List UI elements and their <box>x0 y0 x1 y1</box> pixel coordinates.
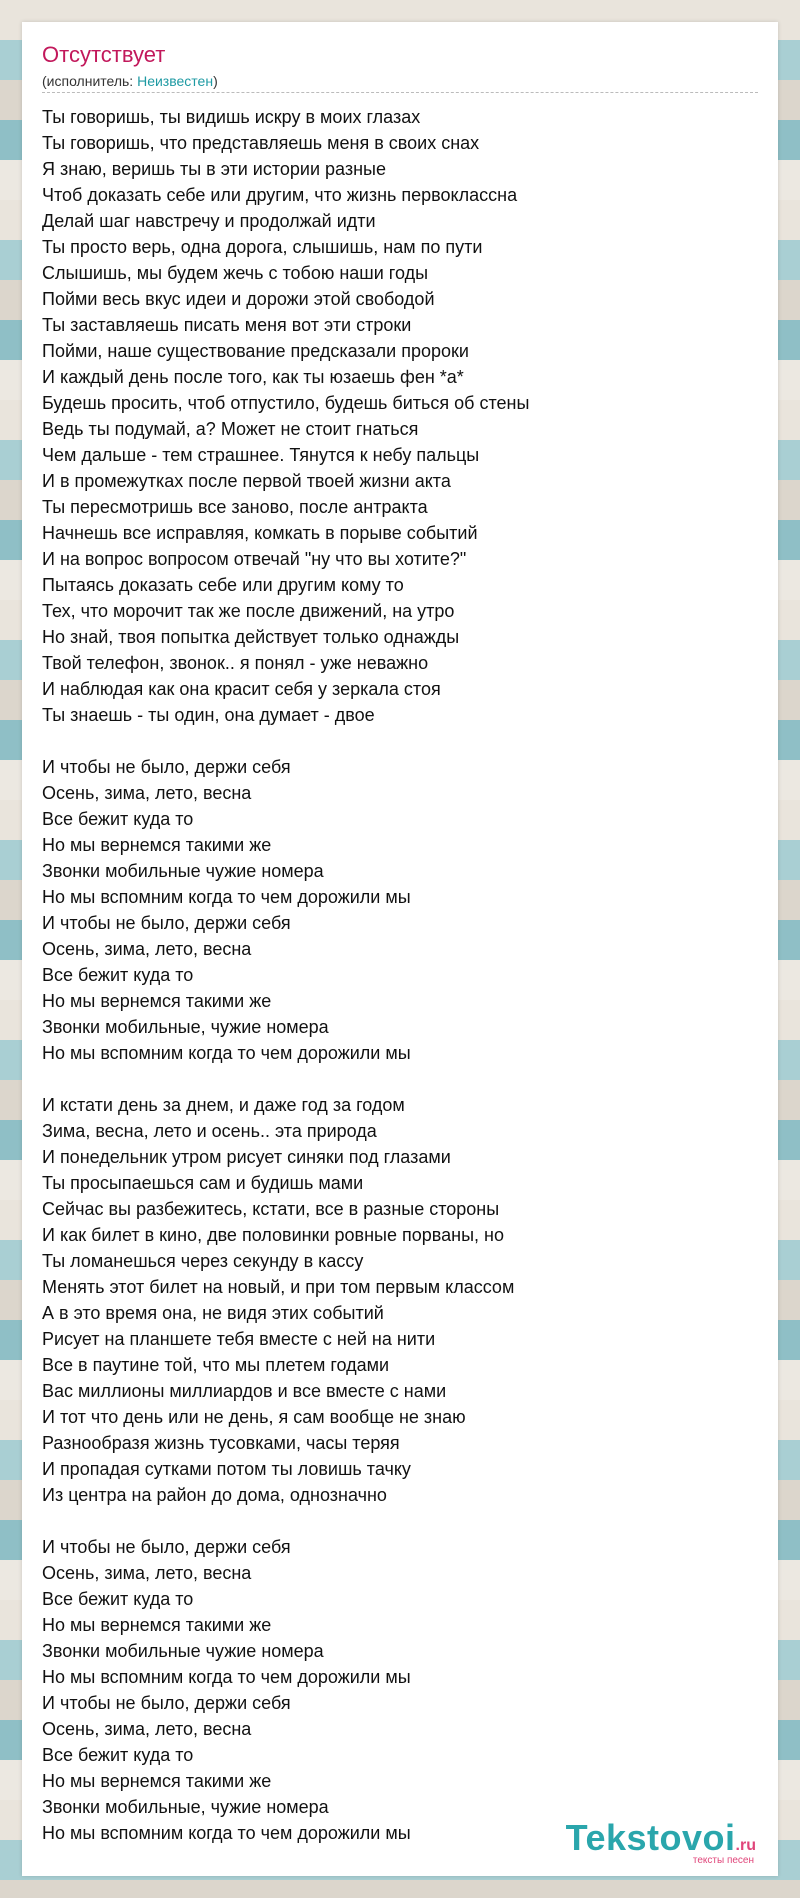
lyric-line: И понедельник утром рисует синяки под глазами <box>42 1147 451 1167</box>
lyric-line: Но мы вспомним когда то чем дорожили мы <box>42 1823 411 1843</box>
lyrics-card <box>22 22 778 1876</box>
lyric-line: И на вопрос вопросом отвечай "ну что вы хотите?" <box>42 549 467 569</box>
lyric-line: Все бежит куда то <box>42 1745 194 1765</box>
lyric-line: И тот что день или не день, я сам вообще не знаю <box>42 1407 466 1427</box>
lyric-line: Вас миллионы миллиардов и все вместе с нами <box>42 1381 447 1401</box>
lyric-line: Но мы вспомним когда то чем дорожили мы <box>42 1667 411 1687</box>
lyric-line: Я знаю, веришь ты в эти истории разные <box>42 159 386 179</box>
lyric-line: И пропадая сутками потом ты ловишь тачку <box>42 1459 411 1479</box>
lyric-line: И чтобы не было, держи себя <box>42 757 291 777</box>
lyric-line: Начнешь все исправляя, комкать в порыве событий <box>42 523 478 543</box>
lyric-line: Разнообразя жизнь тусовками, часы теряя <box>42 1433 400 1453</box>
lyric-line: Осень, зима, лето, весна <box>42 783 252 803</box>
lyric-line: Звонки мобильные, чужие номера <box>42 1797 329 1817</box>
lyric-line: Звонки мобильные чужие номера <box>42 1641 324 1661</box>
lyric-line: Пойми, наше существование предсказали пророки <box>42 341 469 361</box>
lyric-line: Ты знаешь - ты один, она думает - двое <box>42 705 375 725</box>
lyric-line: Но знай, твоя попытка действует только однажды <box>42 627 460 647</box>
stanza-break <box>42 1066 758 1092</box>
lyric-line: Рисует на планшете тебя вместе с ней на нити <box>42 1329 436 1349</box>
lyric-line: И в промежутках после первой твоей жизни акта <box>42 471 451 491</box>
lyric-line: Пытаясь доказать себе или другим кому то <box>42 575 404 595</box>
header-divider <box>42 92 758 93</box>
lyric-line: Все бежит куда то <box>42 965 194 985</box>
stanza-break <box>42 728 758 754</box>
logo-tld: .ru <box>735 1837 756 1854</box>
lyric-line: Твой телефон, звонок.. я понял - уже неважно <box>42 653 429 673</box>
lyric-line: И как билет в кино, две половинки ровные порваны, но <box>42 1225 504 1245</box>
lyric-line: Чем дальше - тем страшнее. Тянутся к небу пальцы <box>42 445 480 465</box>
lyric-line: Но мы вернемся такими же <box>42 1615 272 1635</box>
logo-tagline: тексты песен <box>692 1855 754 1866</box>
artist-prefix: (исполнитель: <box>42 73 138 89</box>
lyric-line: И каждый день после того, как ты юзаешь фен *а* <box>42 367 464 387</box>
lyric-line: Из центра на район до дома, однозначно <box>42 1485 387 1505</box>
lyric-line: Будешь просить, чтоб отпустило, будешь биться об стены <box>42 393 530 413</box>
lyric-line: Делай шаг навстречу и продолжай идти <box>42 211 376 231</box>
lyric-line: А в это время она, не видя этих событий <box>42 1303 384 1323</box>
lyric-line: Звонки мобильные чужие номера <box>42 861 324 881</box>
lyric-line: Осень, зима, лето, весна <box>42 1719 252 1739</box>
lyric-line: Пойми весь вкус идеи и дорожи этой свободой <box>42 289 435 309</box>
logo-wordmark: Tekstovoi <box>565 1817 736 1858</box>
song-title: Отсутствует <box>42 42 166 67</box>
lyric-line: Ты говоришь, что представляешь меня в своих снах <box>42 133 480 153</box>
lyric-line: Все бежит куда то <box>42 1589 194 1609</box>
stanza-break <box>42 1508 758 1534</box>
lyric-line: И чтобы не было, держи себя <box>42 1693 291 1713</box>
lyric-line: Менять этот билет на новый, и при том первым классом <box>42 1277 515 1297</box>
lyric-line: Осень, зима, лето, весна <box>42 939 252 959</box>
lyric-line: Все в паутине той, что мы плетем годами <box>42 1355 390 1375</box>
lyric-line: Чтоб доказать себе или другим, что жизнь первоклассна <box>42 185 518 205</box>
lyric-line: Слышишь, мы будем жечь с тобою наши годы <box>42 263 429 283</box>
lyric-line: Сейчас вы разбежитесь, кстати, все в разные стороны <box>42 1199 500 1219</box>
lyric-line: Но мы вспомним когда то чем дорожили мы <box>42 887 411 907</box>
artist-line <box>42 73 218 89</box>
lyrics-body <box>42 104 758 1846</box>
lyric-line: Тех, что морочит так же после движений, на утро <box>42 601 455 621</box>
lyric-line: Ты просыпаешься сам и будишь мами <box>42 1173 364 1193</box>
lyric-line: Ты ломанешься через секунду в кассу <box>42 1251 364 1271</box>
lyric-line: И чтобы не было, держи себя <box>42 1537 291 1557</box>
lyric-line: Ты говоришь, ты видишь искру в моих глазах <box>42 107 421 127</box>
artist-suffix: ) <box>213 73 218 89</box>
lyric-line: Все бежит куда то <box>42 809 194 829</box>
lyric-line: Но мы вернемся такими же <box>42 1771 272 1791</box>
lyric-line: Ведь ты подумай, а? Может не стоит гнаться <box>42 419 419 439</box>
lyric-line: Но мы вспомним когда то чем дорожили мы <box>42 1043 411 1063</box>
lyric-line: И наблюдая как она красит себя у зеркала стоя <box>42 679 441 699</box>
site-logo[interactable] <box>566 1817 756 1866</box>
lyric-line: Ты просто верь, одна дорога, слышишь, нам по пути <box>42 237 483 257</box>
lyric-line: Ты заставляешь писать меня вот эти строки <box>42 315 412 335</box>
lyric-line: Но мы вернемся такими же <box>42 835 272 855</box>
lyric-line: И кстати день за днем, и даже год за годом <box>42 1095 405 1115</box>
lyric-line: Но мы вернемся такими же <box>42 991 272 1011</box>
lyric-line: Звонки мобильные, чужие номера <box>42 1017 329 1037</box>
lyric-line: Зима, весна, лето и осень.. эта природа <box>42 1121 377 1141</box>
lyric-line: И чтобы не было, держи себя <box>42 913 291 933</box>
lyric-line: Ты пересмотришь все заново, после антракта <box>42 497 428 517</box>
lyric-line: Осень, зима, лето, весна <box>42 1563 252 1583</box>
artist-link[interactable]: Неизвестен <box>137 73 214 89</box>
